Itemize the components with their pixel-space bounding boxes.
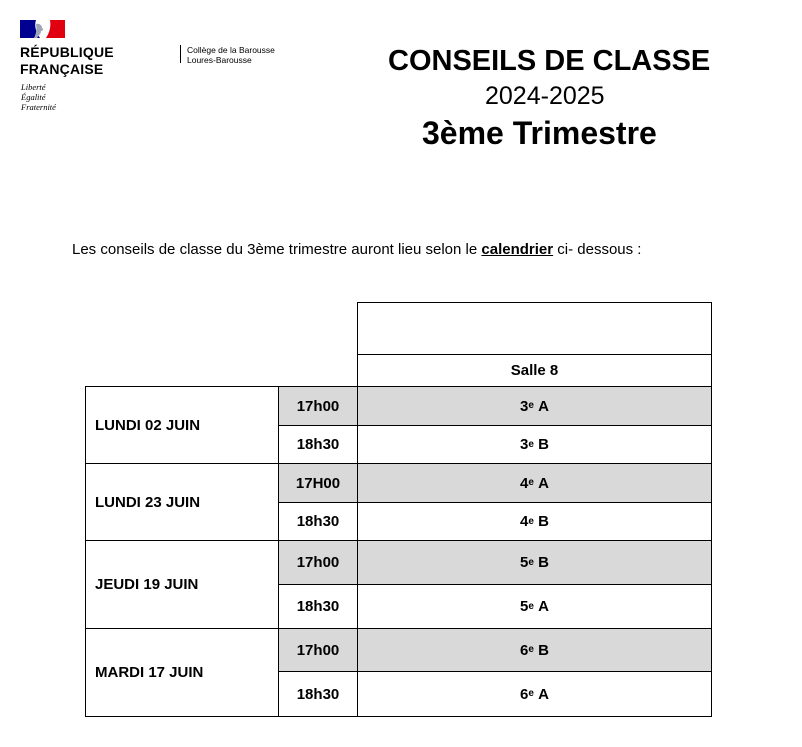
college-line1: Collège de la Barousse <box>187 45 275 55</box>
day-cell: LUNDI 02 JUIN <box>85 386 279 464</box>
time-cell: 17h00 <box>278 386 358 426</box>
motto-liberte: Liberté <box>21 82 46 92</box>
class-section: B <box>538 513 549 530</box>
class-section: A <box>538 397 549 415</box>
class-cell: 6 e A <box>357 671 712 717</box>
class-section: A <box>538 598 549 615</box>
class-section: B <box>538 436 549 453</box>
day-cell: LUNDI 23 JUIN <box>85 463 279 541</box>
time-cell: 17h00 <box>278 628 358 672</box>
class-level: 5 <box>520 598 529 615</box>
class-level: 5 <box>520 554 529 571</box>
motto-egalite: Égalité <box>21 92 46 102</box>
class-cell: 4 e A <box>357 463 712 503</box>
logo-separator <box>180 45 181 63</box>
class-cell: 4 e B <box>357 502 712 541</box>
class-level: 6 <box>520 685 529 703</box>
republique-line1: RÉPUBLIQUE <box>20 44 114 60</box>
class-cell: 5 e A <box>357 584 712 629</box>
college-line2: Loures-Barousse <box>187 55 252 65</box>
day-cell: JEUDI 19 JUIN <box>85 540 279 629</box>
room-header: Salle 8 <box>357 354 712 387</box>
class-section: B <box>538 641 549 659</box>
motto-fraternite: Fraternité <box>21 102 56 112</box>
time-cell: 18h30 <box>278 584 358 629</box>
page-title: CONSEILS DE CLASSE <box>388 45 711 77</box>
marianne-flag-icon <box>20 20 65 38</box>
term-title: 3ème Trimestre <box>422 115 657 151</box>
republique-motto <box>21 82 56 112</box>
intro-before: Les conseils de classe du 3ème trimestre auront lieu selon le <box>72 241 482 258</box>
school-year: 2024-2025 <box>485 82 605 110</box>
class-section: A <box>538 685 549 703</box>
class-cell: 5 e B <box>357 540 712 585</box>
day-cell: MARDI 17 JUIN <box>85 628 279 717</box>
republique-wordmark <box>20 44 114 78</box>
class-section: B <box>538 554 549 571</box>
time-cell: 17h00 <box>278 540 358 585</box>
time-cell: 18h30 <box>278 425 358 464</box>
class-level: 6 <box>520 641 529 659</box>
intro-emphasis: calendrier <box>481 241 554 258</box>
time-cell: 18h30 <box>278 502 358 541</box>
intro-after: ci- dessous : <box>553 241 642 258</box>
time-cell: 17H00 <box>278 463 358 503</box>
class-section: A <box>538 474 549 492</box>
college-name <box>187 45 275 65</box>
class-level: 3 <box>520 397 529 415</box>
class-cell: 3 e A <box>357 386 712 426</box>
republique-line2: FRANÇAISE <box>20 61 104 77</box>
class-cell: 3 e B <box>357 425 712 464</box>
class-level: 4 <box>520 474 529 492</box>
class-level: 3 <box>520 436 529 453</box>
time-cell: 18h30 <box>278 671 358 717</box>
class-level: 4 <box>520 513 529 530</box>
table-header-top <box>357 302 712 355</box>
class-cell: 6 e B <box>357 628 712 672</box>
intro-text <box>72 240 641 260</box>
